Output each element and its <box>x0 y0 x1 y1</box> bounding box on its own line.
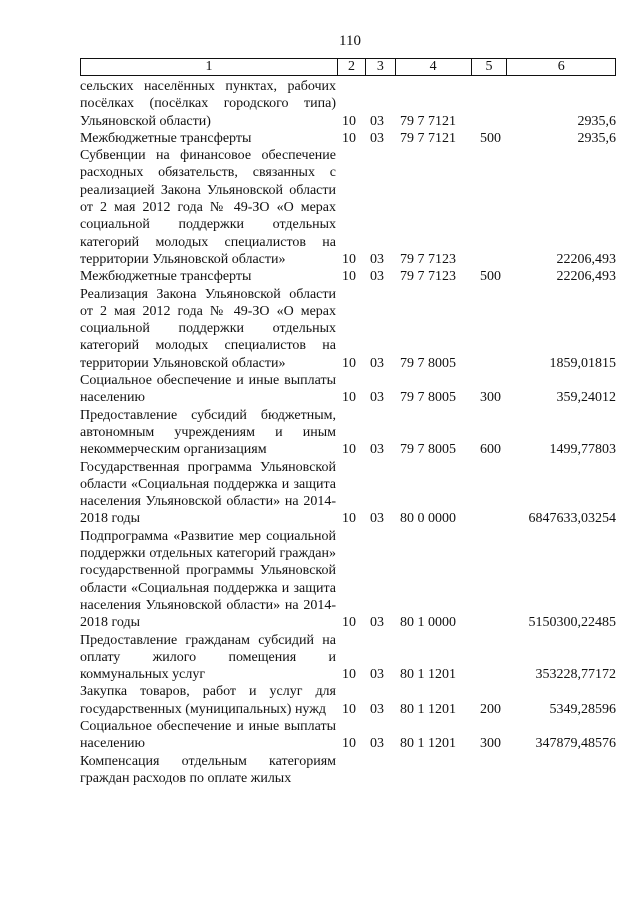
row-target-article: 79 7 7123 <box>400 251 456 267</box>
row-amount: 22206,493 <box>556 251 616 267</box>
row-amount: 359,24012 <box>556 390 616 406</box>
row-target-article: 79 7 8005 <box>400 390 456 406</box>
row-subsection: 03 <box>370 667 384 683</box>
row-description: Межбюджетные трансферты <box>80 130 252 146</box>
row-amount: 347879,48576 <box>535 736 616 752</box>
row-description: Субвенции на финансовое обеспечение расходных обязательств, связанных с реализацией Закона Ульяновской области от 2 мая 2012 года № 49-ЗО «О мерах социальной поддержки отдельных категорий молодых специалистов на территории Ульяновской области» <box>80 148 336 267</box>
row-subsection: 03 <box>370 615 384 631</box>
row-section: 10 <box>342 511 356 527</box>
row-target-article: 79 7 7121 <box>400 130 456 146</box>
row-subsection: 03 <box>370 113 384 129</box>
row-section: 10 <box>342 442 356 458</box>
table-row <box>80 147 616 268</box>
row-subsection: 03 <box>370 736 384 752</box>
row-target-article: 80 1 0000 <box>400 615 456 631</box>
row-amount: 1859,01815 <box>549 355 616 371</box>
table-row <box>80 718 616 753</box>
row-section: 10 <box>342 701 356 717</box>
row-amount: 22206,493 <box>556 269 616 285</box>
table-row <box>80 130 616 147</box>
row-target-article: 79 7 8005 <box>400 442 456 458</box>
header-col-4: 4 <box>396 59 472 75</box>
row-target-article: 80 1 1201 <box>400 736 456 752</box>
row-subsection: 03 <box>370 701 384 717</box>
row-target-article: 80 0 0000 <box>400 511 456 527</box>
table-row <box>80 459 616 528</box>
row-subsection: 03 <box>370 390 384 406</box>
row-section: 10 <box>342 390 356 406</box>
row-description: Предоставление гражданам субсидий на оплату жилого помещения и коммунальных услуг <box>80 632 336 683</box>
row-expense-type: 600 <box>480 442 501 458</box>
row-section: 10 <box>342 130 356 146</box>
header-col-3: 3 <box>366 59 396 75</box>
row-description: Компенсация отдельным категориям граждан расходов по оплате жилых <box>80 753 336 786</box>
row-target-article: 80 1 1201 <box>400 667 456 683</box>
row-description: сельских населённых пунктах, рабочих посёлках (посёлках городского типа) Ульяновской области) <box>80 79 336 129</box>
row-section: 10 <box>342 269 356 285</box>
row-subsection: 03 <box>370 355 384 371</box>
row-amount: 6847633,03254 <box>528 511 616 527</box>
header-col-6: 6 <box>557 59 565 74</box>
row-target-article: 79 7 7123 <box>400 269 456 285</box>
row-target-article: 79 7 7121 <box>400 113 456 129</box>
row-expense-type: 500 <box>480 130 501 146</box>
row-section: 10 <box>342 667 356 683</box>
table-row <box>80 528 616 632</box>
row-section: 10 <box>342 113 356 129</box>
header-col-5: 5 <box>472 59 508 75</box>
row-amount: 5349,28596 <box>549 701 616 717</box>
header-col-1: 1 <box>81 59 338 75</box>
row-expense-type: 300 <box>480 390 501 406</box>
row-expense-type: 200 <box>480 701 501 717</box>
row-amount: 1499,77803 <box>549 442 616 458</box>
table-body <box>80 78 616 787</box>
row-subsection: 03 <box>370 511 384 527</box>
row-description: Государственная программа Ульяновской области «Социальная поддержка и защита населения Ульяновской области» на 2014-2018 годы <box>80 459 336 527</box>
row-target-article: 79 7 8005 <box>400 355 456 371</box>
table-row <box>80 372 616 407</box>
table-row <box>80 78 616 130</box>
table-row <box>80 286 616 372</box>
row-description: Реализация Закона Ульяновской области от 2 мая 2012 года № 49-ЗО «О мерах социальной поддержки отдельных категорий молодых специалистов на территории Ульяновской области» <box>80 286 336 371</box>
row-subsection: 03 <box>370 130 384 146</box>
row-section: 10 <box>342 615 356 631</box>
header-col-2: 2 <box>338 59 366 75</box>
row-subsection: 03 <box>370 251 384 267</box>
row-amount: 2935,6 <box>577 113 616 129</box>
table-row <box>80 753 616 788</box>
row-description: Закупка товаров, работ и услуг для государственных (муниципальных) нужд <box>80 684 336 717</box>
row-amount: 5150300,22485 <box>528 615 616 631</box>
row-description: Подпрограмма «Развитие мер социальной поддержки отдельных категорий граждан» государственной программы Ульяновской области «Социальная поддержка и защита населения Ульяновской области» на 2014-2018 годы <box>80 528 336 631</box>
page-number: 110 <box>339 33 361 49</box>
table-row <box>80 683 616 718</box>
row-subsection: 03 <box>370 442 384 458</box>
row-amount: 2935,6 <box>577 130 616 146</box>
row-section: 10 <box>342 736 356 752</box>
table-header <box>80 58 616 76</box>
row-section: 10 <box>342 251 356 267</box>
row-description: Предоставление субсидий бюджетным, автономным учреждениям и иным некоммерческим организациям <box>80 407 336 458</box>
row-expense-type: 500 <box>480 269 501 285</box>
table-row <box>80 407 616 459</box>
row-target-article: 80 1 1201 <box>400 701 456 717</box>
row-section: 10 <box>342 355 356 371</box>
row-subsection: 03 <box>370 269 384 285</box>
row-description: Социальное обеспечение и иные выплаты населению <box>80 373 336 406</box>
table-row <box>80 632 616 684</box>
row-amount: 353228,77172 <box>535 667 616 683</box>
row-description: Межбюджетные трансферты <box>80 269 252 285</box>
row-expense-type: 300 <box>480 736 501 752</box>
table-row <box>80 268 616 285</box>
row-description: Социальное обеспечение и иные выплаты населению <box>80 718 336 752</box>
